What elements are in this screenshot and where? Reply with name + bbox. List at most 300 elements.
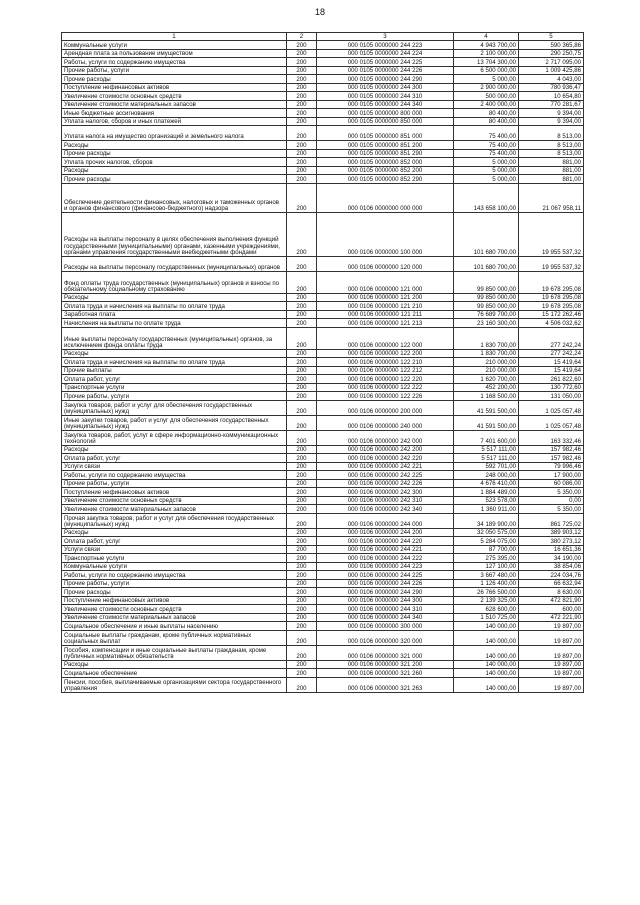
row-line-code-cell: 200 [287, 367, 317, 375]
row-name-cell: Иные выплаты персоналу государственных (муниципальных) органов, за исключением фонда оплаты труда [62, 328, 287, 350]
row-executed-cell: 8 513,00 [519, 141, 584, 150]
row-executed-cell: 66 632,94 [519, 580, 584, 588]
table-row [62, 571, 584, 580]
table-row [62, 126, 584, 141]
table-row [62, 367, 584, 375]
row-line-code-cell: 200 [287, 392, 317, 401]
table-row [62, 580, 584, 588]
row-approved-cell: 523 578,00 [454, 497, 519, 505]
row-approved-cell: 7 401 600,00 [454, 431, 519, 446]
row-budget-code-cell: 000 0106 0000000 100 000 [317, 213, 454, 257]
row-approved-cell: 210 000,00 [454, 358, 519, 367]
row-approved-cell: 99 850 000,00 [454, 272, 519, 294]
row-executed-cell: 10 654,80 [519, 92, 584, 101]
row-line-code-cell: 200 [287, 84, 317, 92]
table-row [62, 294, 584, 302]
row-name-cell: Увеличение стоимости материальных запасов [62, 614, 287, 622]
table-row [62, 537, 584, 546]
row-line-code-cell: 200 [287, 546, 317, 554]
row-line-code-cell: 200 [287, 588, 317, 597]
row-name-cell: Заработная плата [62, 311, 287, 319]
row-executed-cell: 131 050,00 [519, 392, 584, 401]
row-executed-cell: 1 025 057,48 [519, 416, 584, 431]
header-col-2: 2 [287, 33, 317, 41]
table-row [62, 669, 584, 678]
row-approved-cell: 5 517 111,00 [454, 454, 519, 463]
row-approved-cell: 26 766 500,00 [454, 588, 519, 597]
row-line-code-cell: 200 [287, 431, 317, 446]
row-name-cell: Начисления на выплаты по оплате труда [62, 319, 287, 328]
table-row [62, 141, 584, 150]
row-budget-code-cell: 000 0106 0000000 242 220 [317, 454, 454, 463]
table-row [62, 257, 584, 272]
row-budget-code-cell: 000 0106 0000000 244 225 [317, 571, 454, 580]
row-approved-cell: 2 100 000,00 [454, 50, 519, 58]
header-col-3: 3 [317, 33, 454, 41]
row-name-cell: Расходы [62, 350, 287, 358]
row-budget-code-cell: 000 0105 0000000 852 000 [317, 158, 454, 167]
table-row [62, 605, 584, 614]
row-approved-cell: 592 701,00 [454, 463, 519, 471]
table-row [62, 488, 584, 497]
row-executed-cell: 19 678 295,08 [519, 294, 584, 302]
row-line-code-cell: 200 [287, 58, 317, 67]
table-row [62, 497, 584, 505]
row-budget-code-cell: 000 0105 0000000 852 200 [317, 167, 454, 175]
row-executed-cell: 4 043,00 [519, 75, 584, 84]
row-budget-code-cell: 000 0105 0000000 850 000 [317, 118, 454, 126]
table-row [62, 554, 584, 563]
row-name-cell: Уплата налогов, сборов и иных платежей [62, 118, 287, 126]
row-line-code-cell: 200 [287, 463, 317, 471]
page-number: 18 [314, 7, 325, 17]
row-approved-cell: 140 000,00 [454, 669, 519, 678]
row-line-code-cell: 200 [287, 571, 317, 580]
row-executed-cell: 8 630,00 [519, 588, 584, 597]
row-executed-cell: 60 086,00 [519, 480, 584, 488]
row-name-cell: Поступление нефинансовых активов [62, 488, 287, 497]
row-approved-cell: 500 000,00 [454, 92, 519, 101]
row-executed-cell: 15 172 262,46 [519, 311, 584, 319]
row-approved-cell: 5 000,00 [454, 75, 519, 84]
row-name-cell: Социальное обеспечение [62, 669, 287, 678]
row-name-cell: Увеличение стоимости основных средств [62, 605, 287, 614]
table-row [62, 546, 584, 554]
table-row [62, 158, 584, 167]
row-budget-code-cell: 000 0106 0000000 121 211 [317, 311, 454, 319]
row-executed-cell: 1 009 425,86 [519, 67, 584, 75]
row-line-code-cell: 200 [287, 661, 317, 669]
table-row [62, 358, 584, 367]
row-name-cell: Расходы на выплаты персоналу государственных (муниципальных) органов [62, 257, 287, 272]
row-budget-code-cell: 000 0106 0000000 122 210 [317, 358, 454, 367]
table-row [62, 272, 584, 294]
row-approved-cell: 1 510 725,00 [454, 614, 519, 622]
row-line-code-cell: 200 [287, 416, 317, 431]
row-name-cell: Прочие работы, услуги [62, 480, 287, 488]
row-line-code-cell: 200 [287, 471, 317, 480]
row-name-cell: Оплата работ, услуг [62, 454, 287, 463]
row-approved-cell: 101 680 700,00 [454, 213, 519, 257]
table-row [62, 416, 584, 431]
row-line-code-cell: 200 [287, 67, 317, 75]
row-line-code-cell: 200 [287, 302, 317, 311]
row-line-code-cell: 200 [287, 126, 317, 141]
row-executed-cell: 881,00 [519, 158, 584, 167]
row-line-code-cell: 200 [287, 622, 317, 631]
table-row [62, 50, 584, 58]
row-name-cell: Поступление нефинансовых активов [62, 84, 287, 92]
row-approved-cell: 1 168 500,00 [454, 392, 519, 401]
table-row [62, 614, 584, 622]
row-executed-cell: 881,00 [519, 167, 584, 175]
row-budget-code-cell: 000 0106 0000000 242 221 [317, 463, 454, 471]
table-row [62, 167, 584, 175]
row-line-code-cell: 200 [287, 141, 317, 150]
row-approved-cell: 1 126 400,00 [454, 580, 519, 588]
row-budget-code-cell: 000 0106 0000000 321 200 [317, 661, 454, 669]
table-row [62, 175, 584, 184]
row-line-code-cell: 200 [287, 537, 317, 546]
row-budget-code-cell: 000 0105 0000000 244 226 [317, 67, 454, 75]
row-executed-cell: 380 273,12 [519, 537, 584, 546]
row-line-code-cell: 200 [287, 350, 317, 358]
row-line-code-cell: 200 [287, 101, 317, 109]
table-row [62, 150, 584, 158]
row-line-code-cell: 200 [287, 454, 317, 463]
row-budget-code-cell: 000 0105 0000000 851 290 [317, 150, 454, 158]
row-budget-code-cell: 000 0106 0000000 244 300 [317, 597, 454, 605]
row-name-cell: Арендная плата за пользование имуществом [62, 50, 287, 58]
row-executed-cell: 16 651,36 [519, 546, 584, 554]
row-executed-cell: 600,00 [519, 605, 584, 614]
row-approved-cell: 41 591 500,00 [454, 401, 519, 416]
row-line-code-cell: 200 [287, 311, 317, 319]
row-budget-code-cell: 000 0106 0000000 244 000 [317, 514, 454, 529]
row-executed-cell: 19 897,00 [519, 669, 584, 678]
table-header-row [62, 33, 584, 41]
row-approved-cell: 34 189 900,00 [454, 514, 519, 529]
row-budget-code-cell: 000 0105 0000000 244 225 [317, 58, 454, 67]
table-row [62, 597, 584, 605]
row-executed-cell: 19 678 295,08 [519, 272, 584, 294]
row-name-cell: Прочие работы, услуги [62, 67, 287, 75]
row-line-code-cell: 200 [287, 92, 317, 101]
row-executed-cell: 277 242,24 [519, 328, 584, 350]
row-executed-cell: 163 332,46 [519, 431, 584, 446]
row-approved-cell: 75 400,00 [454, 141, 519, 150]
row-line-code-cell: 200 [287, 75, 317, 84]
row-approved-cell: 452 200,00 [454, 384, 519, 392]
table-row [62, 41, 584, 50]
row-name-cell: Расходы [62, 446, 287, 454]
row-name-cell: Оплата работ, услуг [62, 375, 287, 384]
row-name-cell: Увеличение стоимости основных средств [62, 497, 287, 505]
row-executed-cell: 5 350,00 [519, 505, 584, 514]
header-col-5: 5 [519, 33, 584, 41]
row-budget-code-cell: 000 0106 0000000 242 300 [317, 488, 454, 497]
row-budget-code-cell: 000 0106 0000000 242 226 [317, 480, 454, 488]
row-executed-cell: 224 034,76 [519, 571, 584, 580]
row-name-cell: Оплата труда и начисления на выплаты по оплате труда [62, 358, 287, 367]
row-budget-code-cell: 000 0106 0000000 121 200 [317, 294, 454, 302]
row-name-cell: Оплата работ, услуг [62, 537, 287, 546]
row-executed-cell: 157 982,46 [519, 454, 584, 463]
row-approved-cell: 275 395,00 [454, 554, 519, 563]
row-budget-code-cell: 000 0106 0000000 244 222 [317, 554, 454, 563]
row-name-cell: Расходы [62, 529, 287, 537]
row-budget-code-cell: 000 0105 0000000 851 200 [317, 141, 454, 150]
row-line-code-cell: 200 [287, 294, 317, 302]
row-budget-code-cell: 000 0106 0000000 121 210 [317, 302, 454, 311]
row-name-cell: Фонд оплаты труда государственных (муниципальных) органов и взносы по обязательному социальному страхованию [62, 272, 287, 294]
row-approved-cell: 5 000,00 [454, 175, 519, 184]
row-name-cell: Прочие расходы [62, 588, 287, 597]
row-approved-cell: 23 160 300,00 [454, 319, 519, 328]
row-approved-cell: 248 000,00 [454, 471, 519, 480]
row-name-cell: Услуги связи [62, 546, 287, 554]
row-budget-code-cell: 000 0106 0000000 121 213 [317, 319, 454, 328]
table-row [62, 505, 584, 514]
row-line-code-cell: 200 [287, 631, 317, 646]
row-line-code-cell: 200 [287, 669, 317, 678]
row-executed-cell: 157 982,46 [519, 446, 584, 454]
row-name-cell: Транспортные услуги [62, 384, 287, 392]
row-budget-code-cell: 000 0106 0000000 242 200 [317, 446, 454, 454]
table-row [62, 184, 584, 213]
row-budget-code-cell: 000 0105 0000000 244 300 [317, 84, 454, 92]
row-executed-cell: 389 903,12 [519, 529, 584, 537]
row-executed-cell: 19 678 295,08 [519, 302, 584, 311]
row-approved-cell: 5 517 111,00 [454, 446, 519, 454]
row-approved-cell: 4 943 700,00 [454, 41, 519, 50]
row-executed-cell: 472 821,90 [519, 597, 584, 605]
table-row [62, 101, 584, 109]
row-budget-code-cell: 000 0105 0000000 244 340 [317, 101, 454, 109]
row-line-code-cell: 200 [287, 272, 317, 294]
row-budget-code-cell: 000 0106 0000000 321 263 [317, 678, 454, 693]
row-line-code-cell: 200 [287, 257, 317, 272]
row-budget-code-cell: 000 0106 0000000 242 225 [317, 471, 454, 480]
row-approved-cell: 5 000,00 [454, 167, 519, 175]
row-name-cell: Расходы [62, 141, 287, 150]
row-name-cell: Прочие выплаты [62, 367, 287, 375]
header-col-4: 4 [454, 33, 519, 41]
row-line-code-cell: 200 [287, 384, 317, 392]
row-executed-cell: 2 717 095,00 [519, 58, 584, 67]
budget-execution-table [61, 32, 584, 693]
row-approved-cell: 210 000,00 [454, 367, 519, 375]
row-budget-code-cell: 000 0105 0000000 800 000 [317, 109, 454, 118]
row-approved-cell: 5 000,00 [454, 158, 519, 167]
row-line-code-cell: 200 [287, 109, 317, 118]
row-name-cell: Работы, услуги по содержанию имущества [62, 58, 287, 67]
table-row [62, 588, 584, 597]
row-name-cell: Расходы [62, 167, 287, 175]
row-line-code-cell: 200 [287, 554, 317, 563]
row-executed-cell: 21 067 958,11 [519, 184, 584, 213]
row-line-code-cell: 200 [287, 319, 317, 328]
row-approved-cell: 80 400,00 [454, 118, 519, 126]
row-line-code-cell: 200 [287, 184, 317, 213]
row-executed-cell: 1 025 057,48 [519, 401, 584, 416]
row-name-cell: Прочие расходы [62, 175, 287, 184]
row-line-code-cell: 200 [287, 401, 317, 416]
row-line-code-cell: 200 [287, 480, 317, 488]
row-approved-cell: 1 830 700,00 [454, 350, 519, 358]
table-row [62, 446, 584, 454]
row-budget-code-cell: 000 0106 0000000 321 260 [317, 669, 454, 678]
row-approved-cell: 32 050 575,00 [454, 529, 519, 537]
table-row [62, 454, 584, 463]
row-executed-cell: 5 350,00 [519, 488, 584, 497]
row-budget-code-cell: 000 0105 0000000 244 290 [317, 75, 454, 84]
row-name-cell: Работы, услуги по содержанию имущества [62, 471, 287, 480]
table-row [62, 622, 584, 631]
row-budget-code-cell: 000 0106 0000000 122 220 [317, 375, 454, 384]
table-row [62, 471, 584, 480]
row-name-cell: Коммунальные услуги [62, 41, 287, 50]
row-executed-cell: 0,00 [519, 497, 584, 505]
row-executed-cell: 130 772,60 [519, 384, 584, 392]
row-budget-code-cell: 000 0106 0000000 244 221 [317, 546, 454, 554]
table-row [62, 84, 584, 92]
row-approved-cell: 1 620 700,00 [454, 375, 519, 384]
row-approved-cell: 41 591 500,00 [454, 416, 519, 431]
row-executed-cell: 15 419,64 [519, 358, 584, 367]
row-line-code-cell: 200 [287, 213, 317, 257]
row-name-cell: Социальное обеспечение и иные выплаты населению [62, 622, 287, 631]
table-row [62, 631, 584, 646]
row-name-cell: Услуги связи [62, 463, 287, 471]
row-executed-cell: 261 822,60 [519, 375, 584, 384]
row-executed-cell: 15 419,64 [519, 367, 584, 375]
row-budget-code-cell: 000 0106 0000000 122 226 [317, 392, 454, 401]
row-approved-cell: 101 680 700,00 [454, 257, 519, 272]
table-row [62, 375, 584, 384]
row-approved-cell: 87 700,00 [454, 546, 519, 554]
row-name-cell: Закупка товаров, работ и услуг для обеспечения государственных (муниципальных) нужд [62, 401, 287, 416]
row-name-cell: Прочие расходы [62, 75, 287, 84]
row-line-code-cell: 200 [287, 646, 317, 661]
row-approved-cell: 140 000,00 [454, 646, 519, 661]
row-line-code-cell: 200 [287, 614, 317, 622]
row-budget-code-cell: 000 0106 0000000 244 310 [317, 605, 454, 614]
row-budget-code-cell: 000 0106 0000000 244 340 [317, 614, 454, 622]
row-line-code-cell: 200 [287, 328, 317, 350]
row-budget-code-cell: 000 0106 0000000 122 222 [317, 384, 454, 392]
row-name-cell: Коммунальные услуги [62, 563, 287, 571]
header-col-1: 1 [62, 33, 287, 41]
row-approved-cell: 80 400,00 [454, 109, 519, 118]
row-line-code-cell: 200 [287, 514, 317, 529]
row-approved-cell: 4 676 410,00 [454, 480, 519, 488]
row-approved-cell: 13 704 300,00 [454, 58, 519, 67]
row-executed-cell: 34 190,00 [519, 554, 584, 563]
table-row [62, 480, 584, 488]
table-row [62, 213, 584, 257]
row-approved-cell: 2 900 000,00 [454, 84, 519, 92]
row-executed-cell: 770 281,67 [519, 101, 584, 109]
row-executed-cell: 277 242,24 [519, 350, 584, 358]
row-line-code-cell: 200 [287, 529, 317, 537]
row-executed-cell: 4 506 032,62 [519, 319, 584, 328]
row-budget-code-cell: 000 0106 0000000 122 200 [317, 350, 454, 358]
table-row [62, 92, 584, 101]
table-row [62, 646, 584, 661]
row-approved-cell: 1 884 489,00 [454, 488, 519, 497]
row-budget-code-cell: 000 0106 0000000 122 212 [317, 367, 454, 375]
table-row [62, 463, 584, 471]
row-approved-cell: 140 000,00 [454, 631, 519, 646]
row-approved-cell: 127 100,00 [454, 563, 519, 571]
row-line-code-cell: 200 [287, 150, 317, 158]
row-executed-cell: 780 936,47 [519, 84, 584, 92]
row-name-cell: Транспортные услуги [62, 554, 287, 563]
table-row [62, 401, 584, 416]
row-budget-code-cell: 000 0106 0000000 244 223 [317, 563, 454, 571]
row-executed-cell: 8 513,00 [519, 150, 584, 158]
row-line-code-cell: 200 [287, 358, 317, 367]
row-line-code-cell: 200 [287, 497, 317, 505]
row-executed-cell: 472 221,90 [519, 614, 584, 622]
table-row [62, 514, 584, 529]
row-executed-cell: 881,00 [519, 175, 584, 184]
row-name-cell: Оплата труда и начисления на выплаты по оплате труда [62, 302, 287, 311]
row-name-cell: Работы, услуги по содержанию имущества [62, 571, 287, 580]
row-budget-code-cell: 000 0106 0000000 320 000 [317, 631, 454, 646]
row-executed-cell: 19 897,00 [519, 661, 584, 669]
row-executed-cell: 9 394,00 [519, 109, 584, 118]
row-line-code-cell: 200 [287, 41, 317, 50]
row-budget-code-cell: 000 0106 0000000 120 000 [317, 257, 454, 272]
row-executed-cell: 8 513,00 [519, 126, 584, 141]
row-approved-cell: 6 500 000,00 [454, 67, 519, 75]
row-name-cell: Пенсии, пособия, выплачиваемые организациями сектора государственного управления [62, 678, 287, 693]
row-executed-cell: 9 394,00 [519, 118, 584, 126]
row-budget-code-cell: 000 0106 0000000 242 340 [317, 505, 454, 514]
row-line-code-cell: 200 [287, 158, 317, 167]
row-approved-cell: 2 139 325,00 [454, 597, 519, 605]
row-budget-code-cell: 000 0106 0000000 242 310 [317, 497, 454, 505]
row-approved-cell: 140 000,00 [454, 622, 519, 631]
row-executed-cell: 38 854,06 [519, 563, 584, 571]
row-approved-cell: 75 400,00 [454, 126, 519, 141]
row-approved-cell: 99 850 000,00 [454, 294, 519, 302]
table-row [62, 302, 584, 311]
table-row [62, 328, 584, 350]
table-row [62, 118, 584, 126]
table-row [62, 431, 584, 446]
row-line-code-cell: 200 [287, 605, 317, 614]
row-name-cell: Расходы [62, 661, 287, 669]
row-executed-cell: 19 897,00 [519, 678, 584, 693]
row-line-code-cell: 200 [287, 50, 317, 58]
row-budget-code-cell: 000 0106 0000000 244 226 [317, 580, 454, 588]
table-row [62, 392, 584, 401]
row-line-code-cell: 200 [287, 488, 317, 497]
row-name-cell: Увеличение стоимости материальных запасов [62, 101, 287, 109]
table-row [62, 75, 584, 84]
row-line-code-cell: 200 [287, 167, 317, 175]
table-row [62, 678, 584, 693]
row-name-cell: Иные закупки товаров, работ и услуг для обеспечения государственных (муниципальных) нужд [62, 416, 287, 431]
row-budget-code-cell: 000 0106 0000000 244 290 [317, 588, 454, 597]
row-name-cell: Уплата прочих налогов, сборов [62, 158, 287, 167]
row-name-cell: Социальные выплаты гражданам, кроме публичных нормативных социальных выплат [62, 631, 287, 646]
row-name-cell: Поступление нефинансовых активов [62, 597, 287, 605]
row-budget-code-cell: 000 0105 0000000 244 223 [317, 41, 454, 50]
